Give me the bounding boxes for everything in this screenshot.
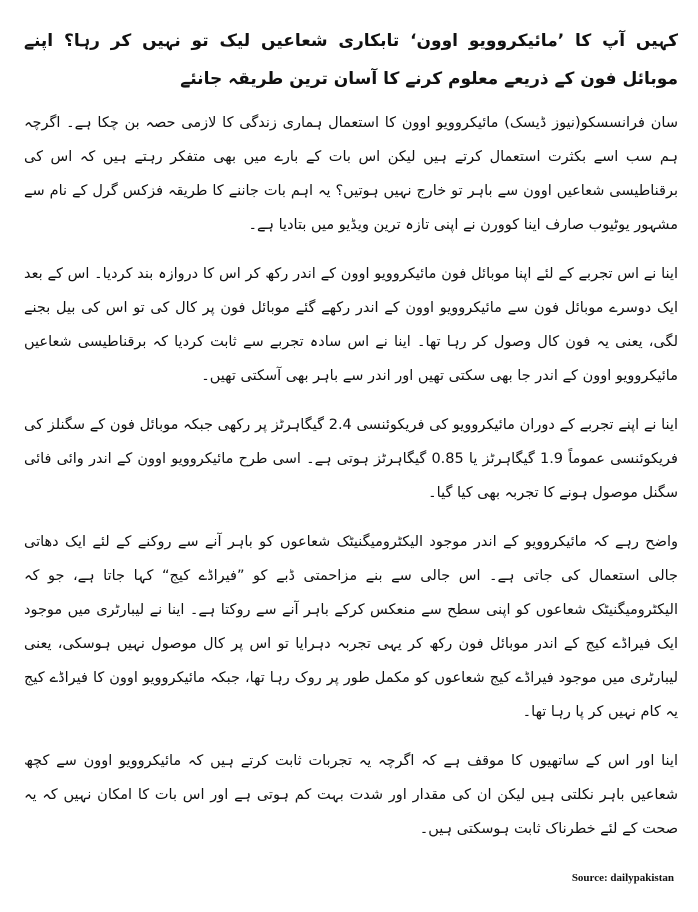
source-credit: Source: dailypakistan [571, 872, 674, 884]
article-paragraph-4: واضح رہے کہ مائیکروویو کے اندر موجود الیکٹرومیگنیٹک شعاعوں کو باہر آنے سے روکنے کے لئے ایک دھاتی جالی استعمال کی جاتی ہے۔ اس جالی سے بنے مزاحمتی ڈبے کو ”فیراڈے کیج“ کہا جاتا ہے، جو کہ الیکٹرومیگنیٹک شعاعوں کو اپنی سطح سے منعکس کرکے باہر آنے سے روکتا ہے۔ اینا نے لیبارٹری میں موجود ایک فیراڈے کیج کے اندر موبائل فون رکھ کر یہی تجربہ دہرایا تو اس پر کال موصول نہیں ہوسکی، یعنی لیبارٹری میں موجود فیراڈے کیج شعاعوں کو مکمل طور پر روک رہا تھا، جبکہ مائیکروویو اوون کا فیراڈے کیج یہ کام نہیں کر پا رہا تھا۔ [24, 534, 678, 720]
article-paragraph-2: اینا نے اس تجربے کے لئے اپنا موبائل فون مائیکروویو اوون کے اندر رکھ کر اس کا دروازہ بند کردیا۔ اس کے بعد ایک دوسرے موبائل فون سے مائیکروویو اوون کے اندر رکھے گئے موبائل فون پر کال کی تو اس کی بیل بجنے لگی، یعنی یہ فون کال وصول کر رہا تھا۔ اینا نے اس سادہ تجربے سے ثابت کردیا کہ برقناطیسی شعاعیں مائیکروویو اوون کے اندر جا بھی سکتی تھیں اور اندر سے باہر بھی آسکتی تھیں۔ [24, 266, 678, 384]
article-paragraph-3: اینا نے اپنے تجربے کے دوران مائیکروویو کی فریکوئنسی 2.4 گیگاہرٹز پر رکھی جبکہ موبائل فون کے سگنلز کی فریکوئنسی عموماً 1.9 گیگاہرٹز یا 0.85 گیگاہرٹز ہوتی ہے۔ اسی طرح مائیکروویو اوون کے اندر وائی فائی سگنل موصول ہونے کا تجربہ بھی کیا گیا۔ [24, 417, 678, 501]
article-title: کہیں آپ کا ’مائیکروویو اوون‘ تابکاری شعاعیں لیک تو نہیں کر رہا؟ اپنے موبائل فون کے ذریعے معلوم کرنے کا آسان ترین طریقہ جانئے [24, 31, 678, 89]
article-paragraph-1: سان فرانسسکو(نیوز ڈیسک) مائیکروویو اوون کا استعمال ہماری زندگی کا لازمی حصہ بن چکا ہے۔ اگرچہ ہم سب اسے بکثرت استعمال کرتے ہیں لیکن اس بات کے بارے میں بھی متفکر رہتے ہیں کہ اس کی برقناطیسی شعاعیں اوون سے باہر تو خارج نہیں ہوتیں؟ یہ اہم بات جاننے کا طریقہ فزکس گرل کے نام سے مشہور یوٹیوب صارف اینا کوورن نے اپنی تازہ ترین ویڈیو میں بتادیا ہے۔ [24, 115, 678, 233]
article-paragraph-5: اینا اور اس کے ساتھیوں کا موقف ہے کہ اگرچہ یہ تجربات ثابت کرتے ہیں کہ مائیکروویو اوون سے کچھ شعاعیں باہر نکلتی ہیں لیکن ان کی مقدار اور شدت بہت کم ہوتی ہے اور اس بات کا امکان نہیں کہ یہ صحت کے لئے خطرناک ثابت ہوسکتی ہیں۔ [24, 753, 678, 837]
article [24, 22, 678, 861]
